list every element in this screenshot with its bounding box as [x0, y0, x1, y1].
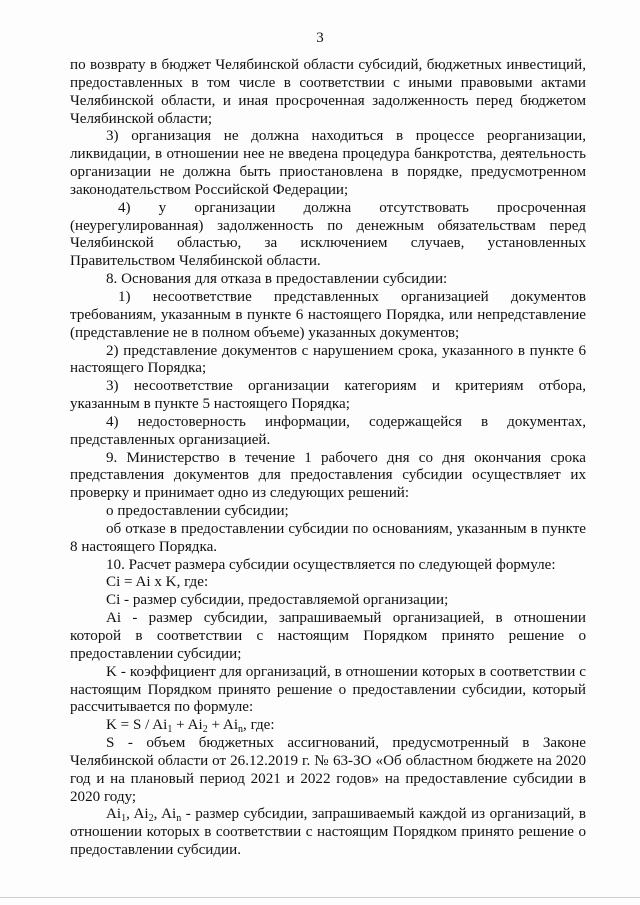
definition-ci: Ci - размер субсидии, предоставляемой организации;: [106, 592, 449, 609]
formula-ci: Ci = Ai x K, где:: [106, 574, 209, 591]
paragraph-refusal-1: 1) несоответствие представленных организацией документов требованиям, указанным в пункте 6 настоящего Порядка, или непредставление (представление не в полном объеме) указанных документов;: [70, 288, 586, 341]
definition-s: S - объем бюджетных ассигнований, предусмотренный в Законе Челябинской области от 26.12.2019 г. № 63-ЗО «Об областном бюджете на 2020 год и на плановый период 2021 и 2022 годов» на предоставление субсидии в 2020 году;: [70, 735, 586, 805]
scan-edge-line: [0, 897, 640, 898]
paragraph-ministry-decision: 9. Министерство в течение 1 рабочего дня со дня окончания срока представления документов для предоставления субсидии осуществляет их проверку и принимает одно из следующих решений:: [70, 449, 586, 502]
paragraph-reorganization: 3) организация не должна находиться в процессе реорганизации, ликвидации, в отношении нее не введена процедура банкротства, деятельность организации не должна быть приостановлена в порядке, предусмотренном законодательством Российской Федерации;: [70, 128, 586, 198]
paragraph-decision-grant: о предоставлении субсидии;: [106, 503, 289, 520]
document-body: [70, 57, 586, 860]
definition-k: K - коэффициент для организаций, в отношении которых в соответствии с настоящим Порядком принято решение о предоставлении субсидии, который рассчитывается по формуле:: [70, 663, 586, 716]
definition-ai-list: $Ai_1$, $Ai_2$, $Ai_n$ - размер субсидии, запрашиваемый каждой из организаций, в отношении которых в соответствии с настоящим Порядком принято решение о предоставлении субсидии.: [70, 806, 587, 859]
paragraph-refusal-2: 2) представление документов с нарушением срока, указанного в пункте 6 настоящего Порядка;: [70, 342, 586, 377]
paragraph-no-overdue-debt: 4) у организации должна отсутствовать просроченная (неурегулированная) задолженность по денежным обязательствам перед Челябинской областью, за исключением случаев, установленных Правительством Челябинской области.: [70, 199, 586, 270]
page-number: 3: [316, 30, 324, 46]
paragraph-debt-continuation: по возврату в бюджет Челябинской области субсидий, бюджетных инвестиций, предоставленных в том числе в соответствии с иными правовыми актами Челябинской области, и иная просроченная задолженность перед бюджетом Челябинской области;: [70, 57, 586, 127]
paragraph-calculation-heading: 10. Расчет размера субсидии осуществляется по следующей формуле:: [106, 556, 556, 573]
formula-k: $K = S / Ai_1 + Ai_2 + Ai_n$, где:: [106, 717, 275, 736]
paragraph-refusal-heading: 8. Основания для отказа в предоставлении субсидии:: [106, 271, 448, 288]
definition-ai: Ai - размер субсидии, запрашиваемый организацией, в отношении которой в соответствии с настоящим Порядком принято решение о предоставлении субсидии;: [70, 610, 586, 662]
paragraph-refusal-4: 4) недостоверность информации, содержащейся в документах, представленных организацией.: [70, 413, 586, 448]
paragraph-refusal-3: 3) несоответствие организации категориям и критериям отбора, указанным в пункте 5 настоящего Порядка;: [70, 378, 586, 413]
paragraph-decision-refuse: об отказе в предоставлении субсидии по основаниям, указанным в пункте 8 настоящего Порядка.: [70, 520, 586, 555]
